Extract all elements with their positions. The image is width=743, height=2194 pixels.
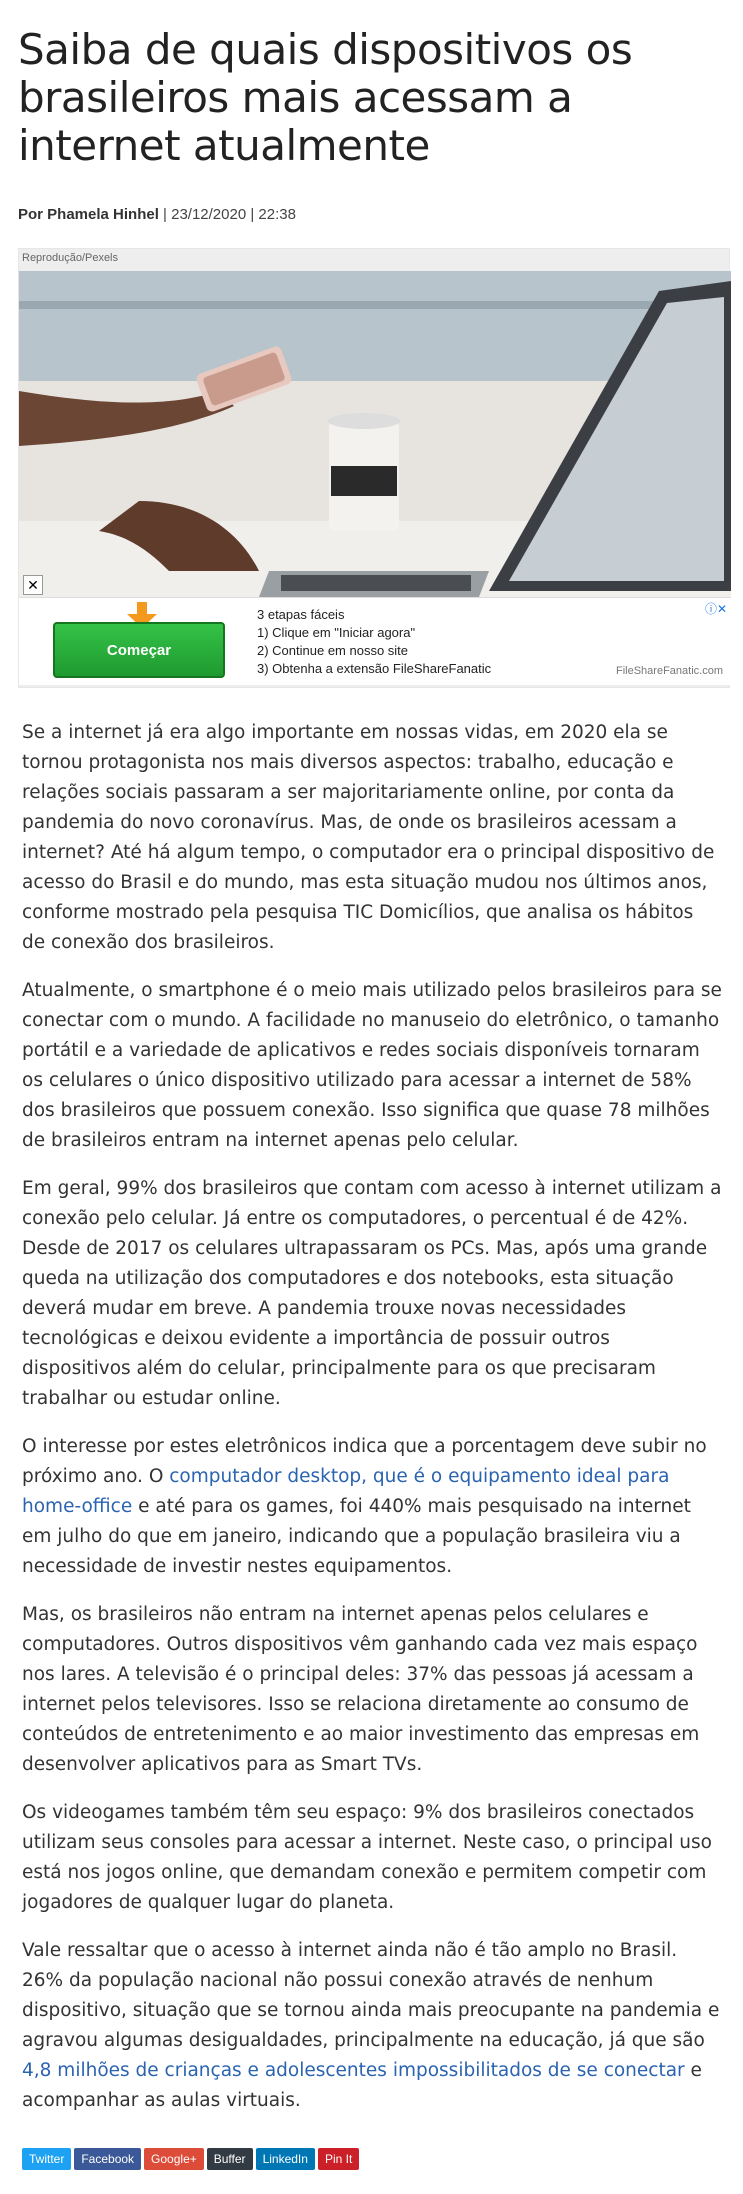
ad-steps [257,606,491,678]
laptop-and-phone-illustration [19,271,731,597]
ad-choices-icon[interactable]: ⓘ✕ [704,602,727,616]
ad-start-button[interactable]: Começar [53,622,225,678]
ad-domain[interactable]: FileShareFanatic.com [616,665,723,677]
ad-close-button[interactable]: ✕ [23,575,43,595]
article-body [22,718,722,2134]
share-twitter-button[interactable]: Twitter [22,2148,71,2170]
ad-step-1: 1) Clique em "Iniciar agora" [257,625,416,640]
share-google-button[interactable]: Google+ [144,2148,204,2170]
ad-step-2: 2) Continue em nosso site [257,643,409,658]
advertisement[interactable] [19,597,731,685]
paragraph-1: Se a internet já era algo importante em nossas vidas, em 2020 ela se tornou protagonista nos mais diversos aspectos: trabalho, educação e relações sociais passaram a ser majoritariamente online, por conta da pandemia do novo coronavírus. Mas, de onde os brasileiros acessam a internet? Até há algum tempo, o computador era o principal dispositivo de acesso do Brasil e do mundo, mas esta situação mudou nos últimos anos, conforme mostrado pela pesquisa TIC Domicílios, que analisa os hábitos de conexão dos brasileiros. [22,722,715,953]
paragraph-3: Em geral, 99% dos brasileiros que contam com acesso à internet utilizam a conexão pelo celular. Já entre os computadores, o percentual é de 42%. Desde de 2017 os celulares ultrapassaram os PCs. Mas, após uma grande queda na utilização dos computadores e dos notebooks, esta situação deverá mudar em breve. A pandemia trouxe novas necessidades tecnológicas e deixou evidente a importância de possuir outros dispositivos além do celular, principalmente para os que precisaram trabalhar ou estudar online. [22,1178,722,1409]
featured-image [19,271,731,597]
ad-steps-title: 3 etapas fáceis [257,607,345,622]
featured-media [18,248,730,688]
paragraph-7: Vale ressaltar que o acesso à internet ainda não é tão amplo no Brasil. 26% da população nacional não possui conexão através de nenhum dispositivo, situação que se tornou ainda mais preocupante na pandemia e agravou algumas desigualdades, principalmente na educação, já que são 4,8 milhões de crianças e adolescentes impossibilitados de se conectar e acompanhar as aulas virtuais. [22,1940,720,2111]
paragraph-6: Os videogames também têm seu espaço: 9% dos brasileiros conectados utilizam seus consoles para acessar a internet. Neste caso, o principal uso está nos jogos online, que demandam conexão e permitem competir com jogadores de qualquer lugar do planeta. [22,1802,712,1913]
share-buffer-button[interactable]: Buffer [207,2148,253,2170]
desktop-computer-link[interactable]: computador desktop, que é o equipamento ideal para home-office [22,1466,670,1517]
share-facebook-button[interactable]: Facebook [74,2148,141,2170]
author-name[interactable]: Por Phamela Hinhel [18,206,159,223]
image-credit: Reprodução/Pexels [22,252,119,264]
children-disconnected-link[interactable]: 4,8 milhões de crianças e adolescentes impossibilitados de se conectar [22,2060,685,2081]
share-linkedin-button[interactable]: LinkedIn [256,2148,315,2170]
ad-step-3: 3) Obtenha a extensão FileShareFanatic [257,661,492,676]
share-pinterest-button[interactable]: Pin It [318,2148,359,2170]
paragraph-5: Mas, os brasileiros não entram na internet apenas pelos celulares e computadores. Outros dispositivos vêm ganhando cada vez mais espaço nos lares. A televisão é o principal deles: 37% das pessoas já acessam a internet pelos televisores. Isso se relaciona diretamente ao consumo de conteúdos de entretenimento e ao maior investimento das empresas em desenvolver aplicativos para as Smart TVs. [22,1604,700,1775]
paragraph-2: Atualmente, o smartphone é o meio mais utilizado pelos brasileiros para se conectar com o mundo. A facilidade no manuseio do eletrônico, o tamanho portátil e a variedade de aplicativos e redes sociais disponíveis tornaram os celulares o único dispositivo utilizado para acessar a internet de 58% dos brasileiros que possuem conexão. Isso significa que quase 78 milhões de brasileiros entram na internet apenas pelo celular. [22,980,722,1151]
share-bar [22,2148,359,2170]
publish-date: | 23/12/2020 | 22:38 [158,206,296,223]
article-title: Saiba de quais dispositivos os brasileiros mais acessam a internet atualmente [18,25,633,170]
paragraph-4: O interesse por estes eletrônicos indica que a porcentagem deve subir no próximo ano. O computador desktop, que é o equipamento ideal para home-office e até para os games, foi 440% mais pesquisado na internet em julho do que em janeiro, indicando que a população brasileira viu a necessidade de investir nestes equipamentos. [22,1436,707,1577]
byline [18,206,296,223]
